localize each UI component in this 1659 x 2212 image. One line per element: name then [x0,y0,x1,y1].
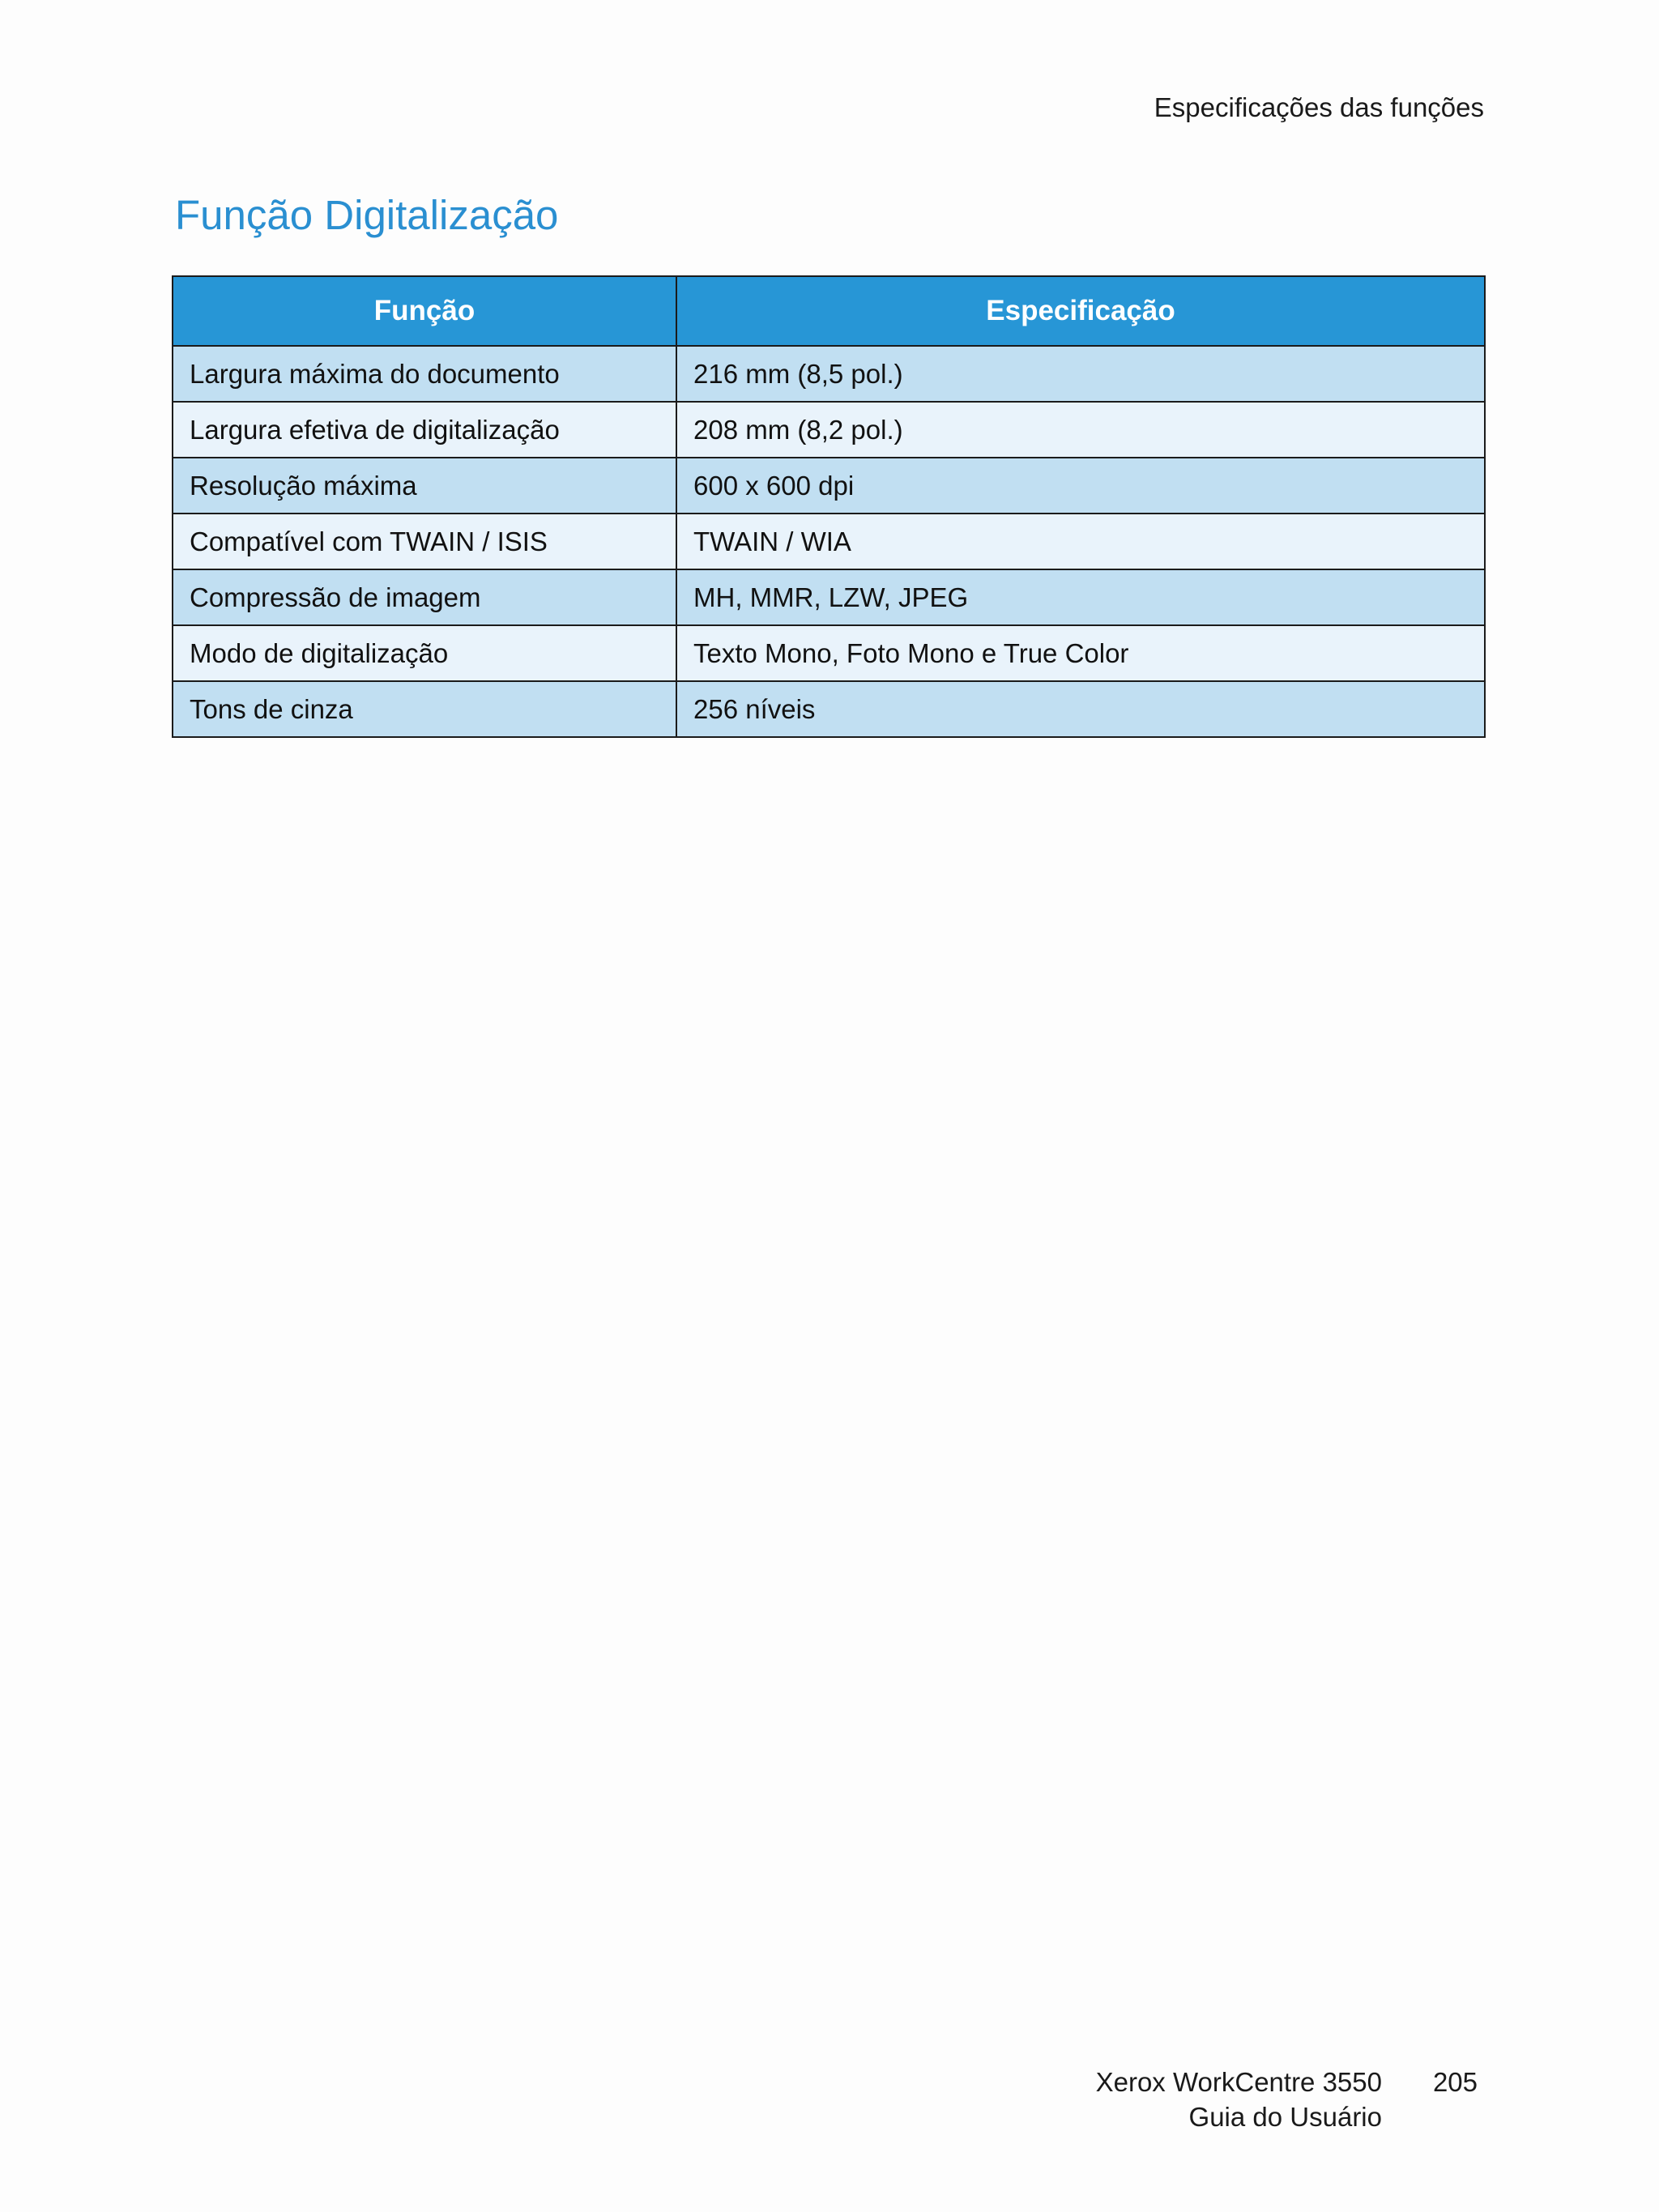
table-row [173,402,1485,458]
specifications-table [172,275,1486,738]
feature-cell: Largura máxima do documento [173,346,676,402]
column-header-specification: Especificação [676,276,1485,346]
table-row [173,346,1485,402]
feature-cell: Compressão de imagem [173,569,676,625]
table-row [173,625,1485,681]
page-title: Função Digitalização [175,192,559,238]
table-row [173,458,1485,514]
feature-cell: Modo de digitalização [173,625,676,681]
column-header-function: Função [173,276,676,346]
specification-cell: 600 x 600 dpi [676,458,1485,514]
specification-cell: Texto Mono, Foto Mono e True Color [676,625,1485,681]
specification-cell: MH, MMR, LZW, JPEG [676,569,1485,625]
table-row [173,681,1485,737]
specification-cell: 208 mm (8,2 pol.) [676,402,1485,458]
feature-cell: Compatível com TWAIN / ISIS [173,514,676,569]
page-number: 205 [1432,2067,1478,2097]
footer-product-name: Xerox WorkCentre 3550 [1095,2067,1382,2097]
specification-cell: TWAIN / WIA [676,514,1485,569]
feature-cell: Tons de cinza [173,681,676,737]
specification-cell: 256 níveis [676,681,1485,737]
feature-cell: Largura efetiva de digitalização [173,402,676,458]
specification-cell: 216 mm (8,5 pol.) [676,346,1485,402]
table-row [173,514,1485,569]
table-row [173,569,1485,625]
footer-product-info [1096,2065,1382,2134]
footer-guide-name: Guia do Usuário [1188,2102,1382,2132]
feature-cell: Resolução máxima [173,458,676,514]
running-header: Especificações das funções [1154,92,1484,122]
table-header-row [173,276,1485,346]
